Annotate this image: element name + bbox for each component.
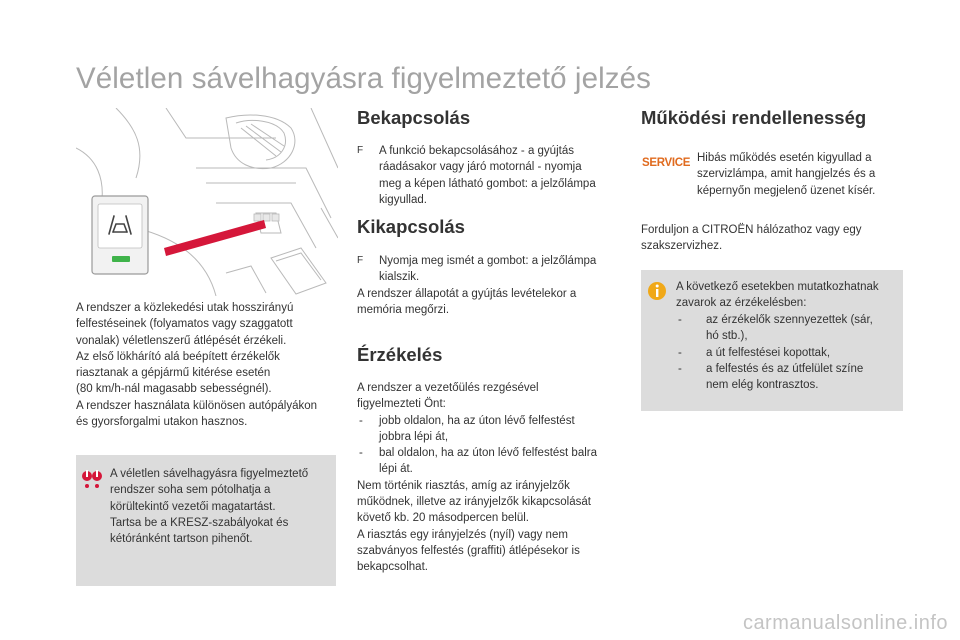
service-warning-icon: SERVICE (642, 157, 691, 169)
intro-line: felfestéseinek (folyamatos vagy szaggatott (76, 318, 293, 331)
watermark: carmanualsonline.info (742, 612, 948, 634)
warning-line: kétóránként tartson pihenőt. (110, 533, 253, 546)
text-line: figyelmezteti Önt: (357, 398, 446, 411)
text-line: kigyullad. (379, 193, 427, 206)
page-title: Véletlen sávelhagyásra figyelmeztető jelzés (76, 62, 651, 95)
kikapcsolas-text (357, 253, 619, 318)
dash-item (676, 345, 902, 361)
warning-text (110, 466, 334, 547)
heading-mukodesi-rendellenesseg: Működési rendellenesség (641, 107, 867, 128)
text-line: követő kb. 20 másodpercen belül. (357, 512, 529, 525)
text-line: jobbra lépi át, (379, 430, 449, 443)
text-line: a felfestés és az útfelület színe (706, 362, 864, 375)
dash-mark: - (678, 314, 682, 326)
text-line: a út felfestései kopottak, (706, 346, 831, 359)
text-line: lépi át. (379, 463, 413, 476)
text-line: Nyomja meg ismét a gombot: a jelzőlámpa (379, 255, 597, 267)
bullet-arrow-icon: F (357, 255, 364, 266)
service-text (697, 150, 907, 199)
heading-erzekeles: Érzékelés (357, 344, 443, 365)
intro-line: A rendszer használata különösen autópályákon (76, 399, 318, 412)
intro-line: és gyorsforgalmi utakon hasznos. (76, 416, 248, 429)
text-line: jobb oldalon, ha az úton lévő felfestést (379, 414, 575, 427)
warning-line: rendszer soha sem pótolhatja a (110, 484, 271, 497)
text-line: Forduljon a CITROËN hálózathoz vagy egy (641, 224, 862, 236)
text-line: Nem történik riasztás, amíg az irányjelzők (357, 479, 570, 492)
dash-item (676, 361, 902, 394)
text-line: A riasztás egy irányjelzés (nyíl) vagy nem (357, 528, 568, 541)
text-line: szervizlámpa, amit hangjelzés és a (697, 168, 876, 181)
intro-line: vonalak) véletlenszerű átlépését érzékeli. (76, 334, 287, 347)
dashboard-button-illustration (76, 108, 338, 296)
text-line: szabványos felfestés (graffiti) átlépésekor is (357, 544, 580, 557)
erzekeles-text (357, 380, 619, 576)
text-line: A rendszer állapotát a gyújtás levételekor a (357, 287, 577, 300)
warning-line: körültekintő vezetői magatartást. (110, 500, 276, 513)
text-line: bal oldalon, ha az úton lévő felfestést balra (379, 447, 598, 460)
text-line: memória megőrzi. (357, 303, 450, 316)
text-line: zavarok az érzékelésben: (676, 297, 807, 310)
text-line: nem elég kontrasztos. (706, 379, 819, 392)
intro-line: riasztanak a gépjármű kitérése esetén (76, 367, 271, 380)
bullet-arrow-icon: F (357, 145, 364, 156)
text-line: bekapcsolhat. (357, 561, 428, 574)
warning-line: Tartsa be a KRESZ-szabályokat és (110, 516, 289, 529)
dash-item (357, 445, 619, 478)
intro-line: A rendszer a közlekedési utak hosszirányú (76, 302, 294, 314)
intro-line: Az első lökhárító alá beépített érzékelők (76, 350, 280, 363)
info-icon (646, 280, 668, 302)
text-line: A rendszer a vezetőülés rezgésével (357, 382, 539, 394)
warning-line: A véletlen sávelhagyásra figyelmeztető (110, 468, 309, 480)
dash-mark: - (359, 447, 363, 460)
contact-text (641, 222, 905, 255)
intro-line: (80 km/h-nál magasabb sebességnél). (76, 383, 272, 396)
dash-item (676, 312, 902, 345)
bekapcsolas-bullet (357, 143, 619, 208)
text-line: Hibás működés esetén kigyullad a (697, 152, 872, 164)
text-line: ráadásakor vagy járó motornál - nyomja (379, 161, 582, 174)
text-line: működnek, illetve az irányjelzők kikapcsolását (357, 496, 591, 509)
text-line: meg a képen látható gombot: a jelzőlámpa (379, 177, 596, 190)
text-line: hó stb.), (706, 330, 748, 343)
heading-kikapcsolas: Kikapcsolás (357, 216, 465, 237)
text-line: képernyőn megjelenő üzenet kísér. (697, 184, 876, 197)
text-line: A következő esetekben mutatkozhatnak (676, 281, 879, 293)
text-line: kialszik. (379, 271, 420, 284)
kikapcsolas-bullet (357, 253, 619, 286)
warning-exclamation-icon (81, 467, 103, 489)
heading-bekapcsolas: Bekapcsolás (357, 107, 471, 128)
info-text (676, 279, 900, 312)
intro-text (76, 300, 346, 430)
dash-mark: - (359, 414, 363, 427)
dash-mark: - (678, 362, 682, 375)
text-line: szakszervizhez. (641, 240, 723, 253)
info-list (676, 312, 902, 393)
dash-mark: - (678, 346, 682, 359)
dash-item (357, 413, 619, 446)
bekapcsolas-text (357, 143, 619, 208)
text-line: A funkció bekapcsolásához - a gyújtás (379, 145, 574, 157)
text-line: az érzékelők szennyezettek (sár, (706, 314, 873, 326)
